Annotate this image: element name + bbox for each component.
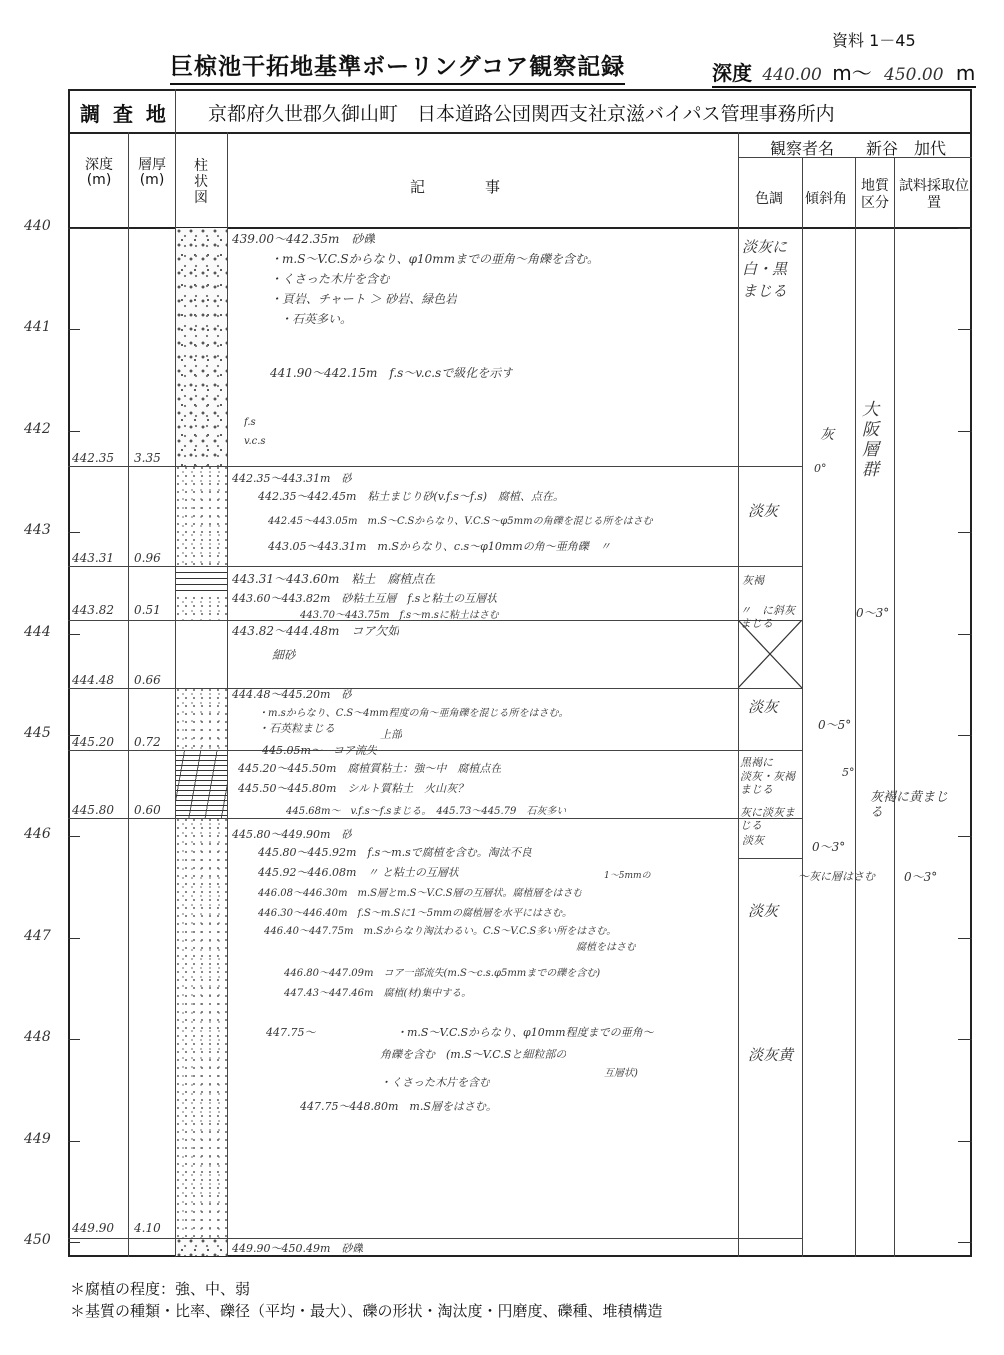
note-line: 445.05m～ コア流失 <box>262 744 377 757</box>
depth-scale-label: 449 <box>24 1131 51 1147</box>
depth-scale-label: 447 <box>24 928 51 944</box>
layer-boundary <box>68 566 738 567</box>
note-line: 互層状) <box>604 1068 638 1079</box>
dip-angle: 0～3° <box>812 840 846 854</box>
depth-to: 450.00 <box>884 65 944 85</box>
depth-tilde: ～ <box>851 61 872 85</box>
dip-angle: 0～5° <box>818 718 852 732</box>
note-line: 腐植をはさむ <box>576 942 636 953</box>
depth-tick <box>68 532 80 533</box>
depth-tick <box>958 735 972 736</box>
col-div-notes <box>738 132 739 1257</box>
col-header-column <box>190 158 212 206</box>
depth-tick <box>958 938 972 939</box>
depth-tick <box>68 329 80 330</box>
color-tone: 灰に淡灰まじる <box>740 806 795 832</box>
layer-thickness: 0.72 <box>134 735 161 749</box>
col-header-sample <box>898 178 970 212</box>
col-header-thickness <box>130 158 174 188</box>
color-tone: 淡灰黄 <box>748 1046 794 1064</box>
note-line: 角礫を含む (m.S～V.C.Sと細粒部の <box>380 1048 567 1061</box>
col-header-dip: 傾斜角 <box>805 191 847 207</box>
depth-tick <box>958 532 972 533</box>
geology-unit: 大阪層群 <box>862 400 879 480</box>
layer-thickness: 3.35 <box>134 451 161 465</box>
depth-scale-label: 450 <box>24 1232 51 1248</box>
note-line: ・頁岩、チャート ＞ 砂岩、緑色岩 <box>270 292 458 306</box>
layer-thickness: 0.96 <box>134 551 161 565</box>
note-line: ・m.S～V.C.Sからなり、φ10mmまでの亜角～角礫を含む。 <box>270 252 600 266</box>
depth-tick <box>958 228 972 229</box>
note-line: 439.00～442.35m 砂礫 <box>232 232 376 246</box>
color-boundary <box>738 750 802 751</box>
note-line: 443.05～443.31m m.Sからなり、c.s～φ10mmの角～亜角礫 〃 <box>268 540 611 553</box>
layer-depth: 443.82 <box>72 603 114 617</box>
litho-sand-3 <box>176 818 227 1238</box>
color-tone: 淡灰 <box>748 902 779 920</box>
note-line: 細砂 <box>272 648 297 662</box>
litho-gravel-top <box>176 228 227 466</box>
color-boundary <box>738 566 802 567</box>
depth-range-label: 深度 <box>712 61 752 85</box>
color-tone: 淡灰 <box>748 502 779 520</box>
note-line: ・石英粒まじる <box>258 722 335 735</box>
depth-scale-label: 444 <box>24 624 51 640</box>
col-div-depth <box>128 132 129 1257</box>
note-line: 445.80～445.92m f.s～m.sで腐植を含む。淘汰不良 <box>258 846 532 859</box>
color-tone: 淡灰・灰褐まじる <box>740 770 795 796</box>
note-line: 446.40～447.75m m.Sからなり淘汰わるい。C.S～V.C.S多い所をはさむ。 <box>264 926 617 937</box>
color-boundary <box>738 688 802 689</box>
litho-core-missing <box>176 620 227 688</box>
col-div-dip <box>855 157 856 1257</box>
layer-boundary <box>68 466 738 467</box>
note-line: 442.35～442.45m 粘土まじり砂(v.f.s～f.s) 腐植、点在。 <box>258 490 565 503</box>
layer-depth: 443.31 <box>72 551 114 565</box>
page-title: 巨椋池干拓地基準ボーリングコア観察記録 <box>170 48 625 85</box>
depth-scale-label: 448 <box>24 1029 51 1045</box>
note-line: f.s <box>244 417 256 428</box>
note-line: 445.68m～ v.f.s～f.sまじる。 445.73～445.79 石灰多い <box>286 806 567 817</box>
note-line: ・m.sからなり、C.S～4mm程度の角～亜角礫を混じる所をはさむ。 <box>258 708 569 719</box>
color-tone: 灰褐 <box>742 574 764 587</box>
layer-depth: 445.80 <box>72 803 114 817</box>
layer-boundary <box>68 1238 738 1239</box>
depth-scale-label: 443 <box>24 522 51 538</box>
col-div-color <box>802 157 803 1257</box>
depth-tick <box>958 431 972 432</box>
layer-boundary <box>68 750 738 751</box>
col-header-depth-text: 深度(m) <box>85 157 113 188</box>
note-line: 443.60～443.82m 砂粘土互層 f.sと粘土の互層状 <box>232 592 498 605</box>
note-line: 446.80～447.09m コア一部流失(m.S～c.s.φ5mmまでの礫を含む) <box>284 968 601 979</box>
observer-label: 観察者名 <box>770 139 835 158</box>
note-line: 441.90～442.15m f.s～v.c.sで級化を示す <box>270 366 514 380</box>
note-line: 447.75～ <box>266 1026 316 1039</box>
note-line: ・くさった木片を含む <box>270 272 391 286</box>
litho-gravel-bottom <box>176 1238 227 1256</box>
color-boundary <box>738 858 802 859</box>
depth-tick <box>68 228 80 229</box>
note-line: 上部 <box>380 728 402 741</box>
core-missing-cross <box>738 620 802 688</box>
depth-tick <box>958 329 972 330</box>
depth-range <box>712 57 976 88</box>
note-line: 449.90～450.49m 砂礫 <box>232 1242 364 1255</box>
depth-scale-label: 446 <box>24 826 51 842</box>
depth-tick <box>68 836 80 837</box>
depth-tick <box>958 1039 972 1040</box>
depth-tick <box>958 1242 972 1243</box>
layer-thickness: 4.10 <box>134 1221 161 1235</box>
depth-unit-to: m <box>955 61 976 85</box>
depth-tick <box>958 836 972 837</box>
depth-scale-label: 445 <box>24 725 51 741</box>
dip-angle: 5° <box>842 766 855 779</box>
note-line: ・m.S～V.C.Sからなり、φ10mm程度までの亜角～ <box>396 1026 654 1039</box>
note-line: 443.82～444.48m コア欠如 <box>232 624 400 638</box>
footnote-1: ＊腐植の程度：強、中、弱 <box>70 1280 251 1298</box>
site-row-bottom <box>68 132 972 134</box>
depth-tick <box>958 1141 972 1142</box>
geology-note: 灰褐に黄まじる <box>870 790 949 820</box>
dip-angle: 0～3° <box>904 870 938 884</box>
dip-angle: 灰 <box>820 427 834 443</box>
layer-thickness: 0.60 <box>134 803 161 817</box>
col-header-color: 色調 <box>755 191 783 207</box>
note-line: 443.31～443.60m 粘土 腐植点在 <box>232 572 436 586</box>
note-line: 445.20～445.50m 腐植質粘土：強～中 腐植点在 <box>238 762 502 775</box>
depth-scale-label: 442 <box>24 421 51 437</box>
litho-sand-clay <box>176 596 227 620</box>
depth-scale-label: 440 <box>24 218 51 234</box>
litho-sand-2 <box>176 688 227 750</box>
layer-depth: 442.35 <box>72 451 114 465</box>
color-tone: 〃 に斜灰まじる <box>740 604 795 630</box>
litho-sand-1 <box>176 466 227 566</box>
color-tone: 黒褐に <box>740 756 773 769</box>
depth-unit-from: m <box>832 61 852 85</box>
depth-scale-label: 441 <box>24 319 51 335</box>
note-line: 447.75～448.80m m.S層をはさむ。 <box>300 1100 497 1113</box>
layer-boundary <box>68 818 738 819</box>
layer-thickness: 0.51 <box>134 603 161 617</box>
color-tone: 淡灰 <box>748 698 779 716</box>
note-line: 442.45～443.05m m.S～C.Sからなり、V.C.S～φ5mmの角礫を混じる所をはさむ <box>268 516 653 527</box>
site-label-divider <box>175 89 176 132</box>
col-header-column-text: 柱状図 <box>194 158 208 206</box>
col-header-geo-text: 地質区分 <box>861 178 889 211</box>
layer-depth: 445.20 <box>72 735 114 749</box>
layer-boundary <box>68 688 738 689</box>
note-line: ・くさった木片を含む <box>380 1076 490 1089</box>
note-line: 446.08～446.30m m.S層とm.S～V.C.S層の互層状。腐植層をはさむ <box>258 888 583 899</box>
note-line: v.c.s <box>244 436 266 447</box>
col-div-geo <box>894 157 895 1257</box>
note-line: ・石英多い。 <box>280 312 353 326</box>
note-line: 442.35～443.31m 砂 <box>232 472 353 485</box>
depth-tick <box>68 431 80 432</box>
note-line: 443.70～443.75m f.s～m.sに粘土はさむ <box>300 610 499 621</box>
col-header-geo <box>858 178 892 212</box>
color-tone: 淡灰 <box>742 834 764 847</box>
note-line: 445.50～445.80m シルト質粘土 火山灰？ <box>238 782 469 795</box>
layer-depth: 449.90 <box>72 1221 114 1235</box>
color-boundary <box>738 466 802 467</box>
depth-from: 440.00 <box>762 65 822 85</box>
depth-tick <box>958 634 972 635</box>
col-header-thickness-text: 層厚(m) <box>138 157 166 188</box>
layer-depth: 444.48 <box>72 673 114 687</box>
color-tone: 淡灰に白・黒まじる <box>742 238 788 300</box>
reference-number: 資料 1－45 <box>832 31 916 50</box>
dip-angle: 0° <box>814 462 827 475</box>
site-value: 京都府久世郡久御山町 日本道路公団関西支社京滋バイパス管理事務所内 <box>208 103 835 125</box>
dip-angle: 0～3° <box>856 606 890 620</box>
note-line: 446.30～446.40m f.S～m.Sに1～5mmの腐植層を水平にはさむ。 <box>258 908 573 919</box>
note-line: 447.43～447.46m 腐植(材)集中する。 <box>284 988 472 999</box>
note-line: 445.92～446.08m 〃 と粘土の互層状 <box>258 866 459 879</box>
col-div-column <box>227 132 228 1257</box>
litho-peaty-clay <box>176 750 227 818</box>
footnote-2: ＊基質の種類・比率、礫径（平均・最大）、礫の形状・淘汰度・円磨度、礫種、堆積構造 <box>70 1302 663 1320</box>
depth-tick <box>68 1141 80 1142</box>
col-header-notes: 記 事 <box>410 178 501 196</box>
color-boundary <box>738 1238 802 1239</box>
site-label: 調 査 地 <box>80 102 169 126</box>
depth-tick <box>68 938 80 939</box>
note-line: 445.80～449.90m 砂 <box>232 828 353 841</box>
depth-tick <box>68 1039 80 1040</box>
note-line: 1～5mmの <box>604 871 651 881</box>
depth-tick <box>68 634 80 635</box>
layer-thickness: 0.66 <box>134 673 161 687</box>
col-header-sample-text: 試料採取位置 <box>899 178 969 211</box>
col-header-depth <box>74 158 124 188</box>
depth-tick <box>68 1242 80 1243</box>
litho-clay-1 <box>176 566 227 596</box>
note-line: 444.48～445.20m 砂 <box>232 688 353 701</box>
dip-angle: 〜灰に層はさむ <box>798 870 875 883</box>
observer-name: 新谷 加代 <box>866 139 947 158</box>
